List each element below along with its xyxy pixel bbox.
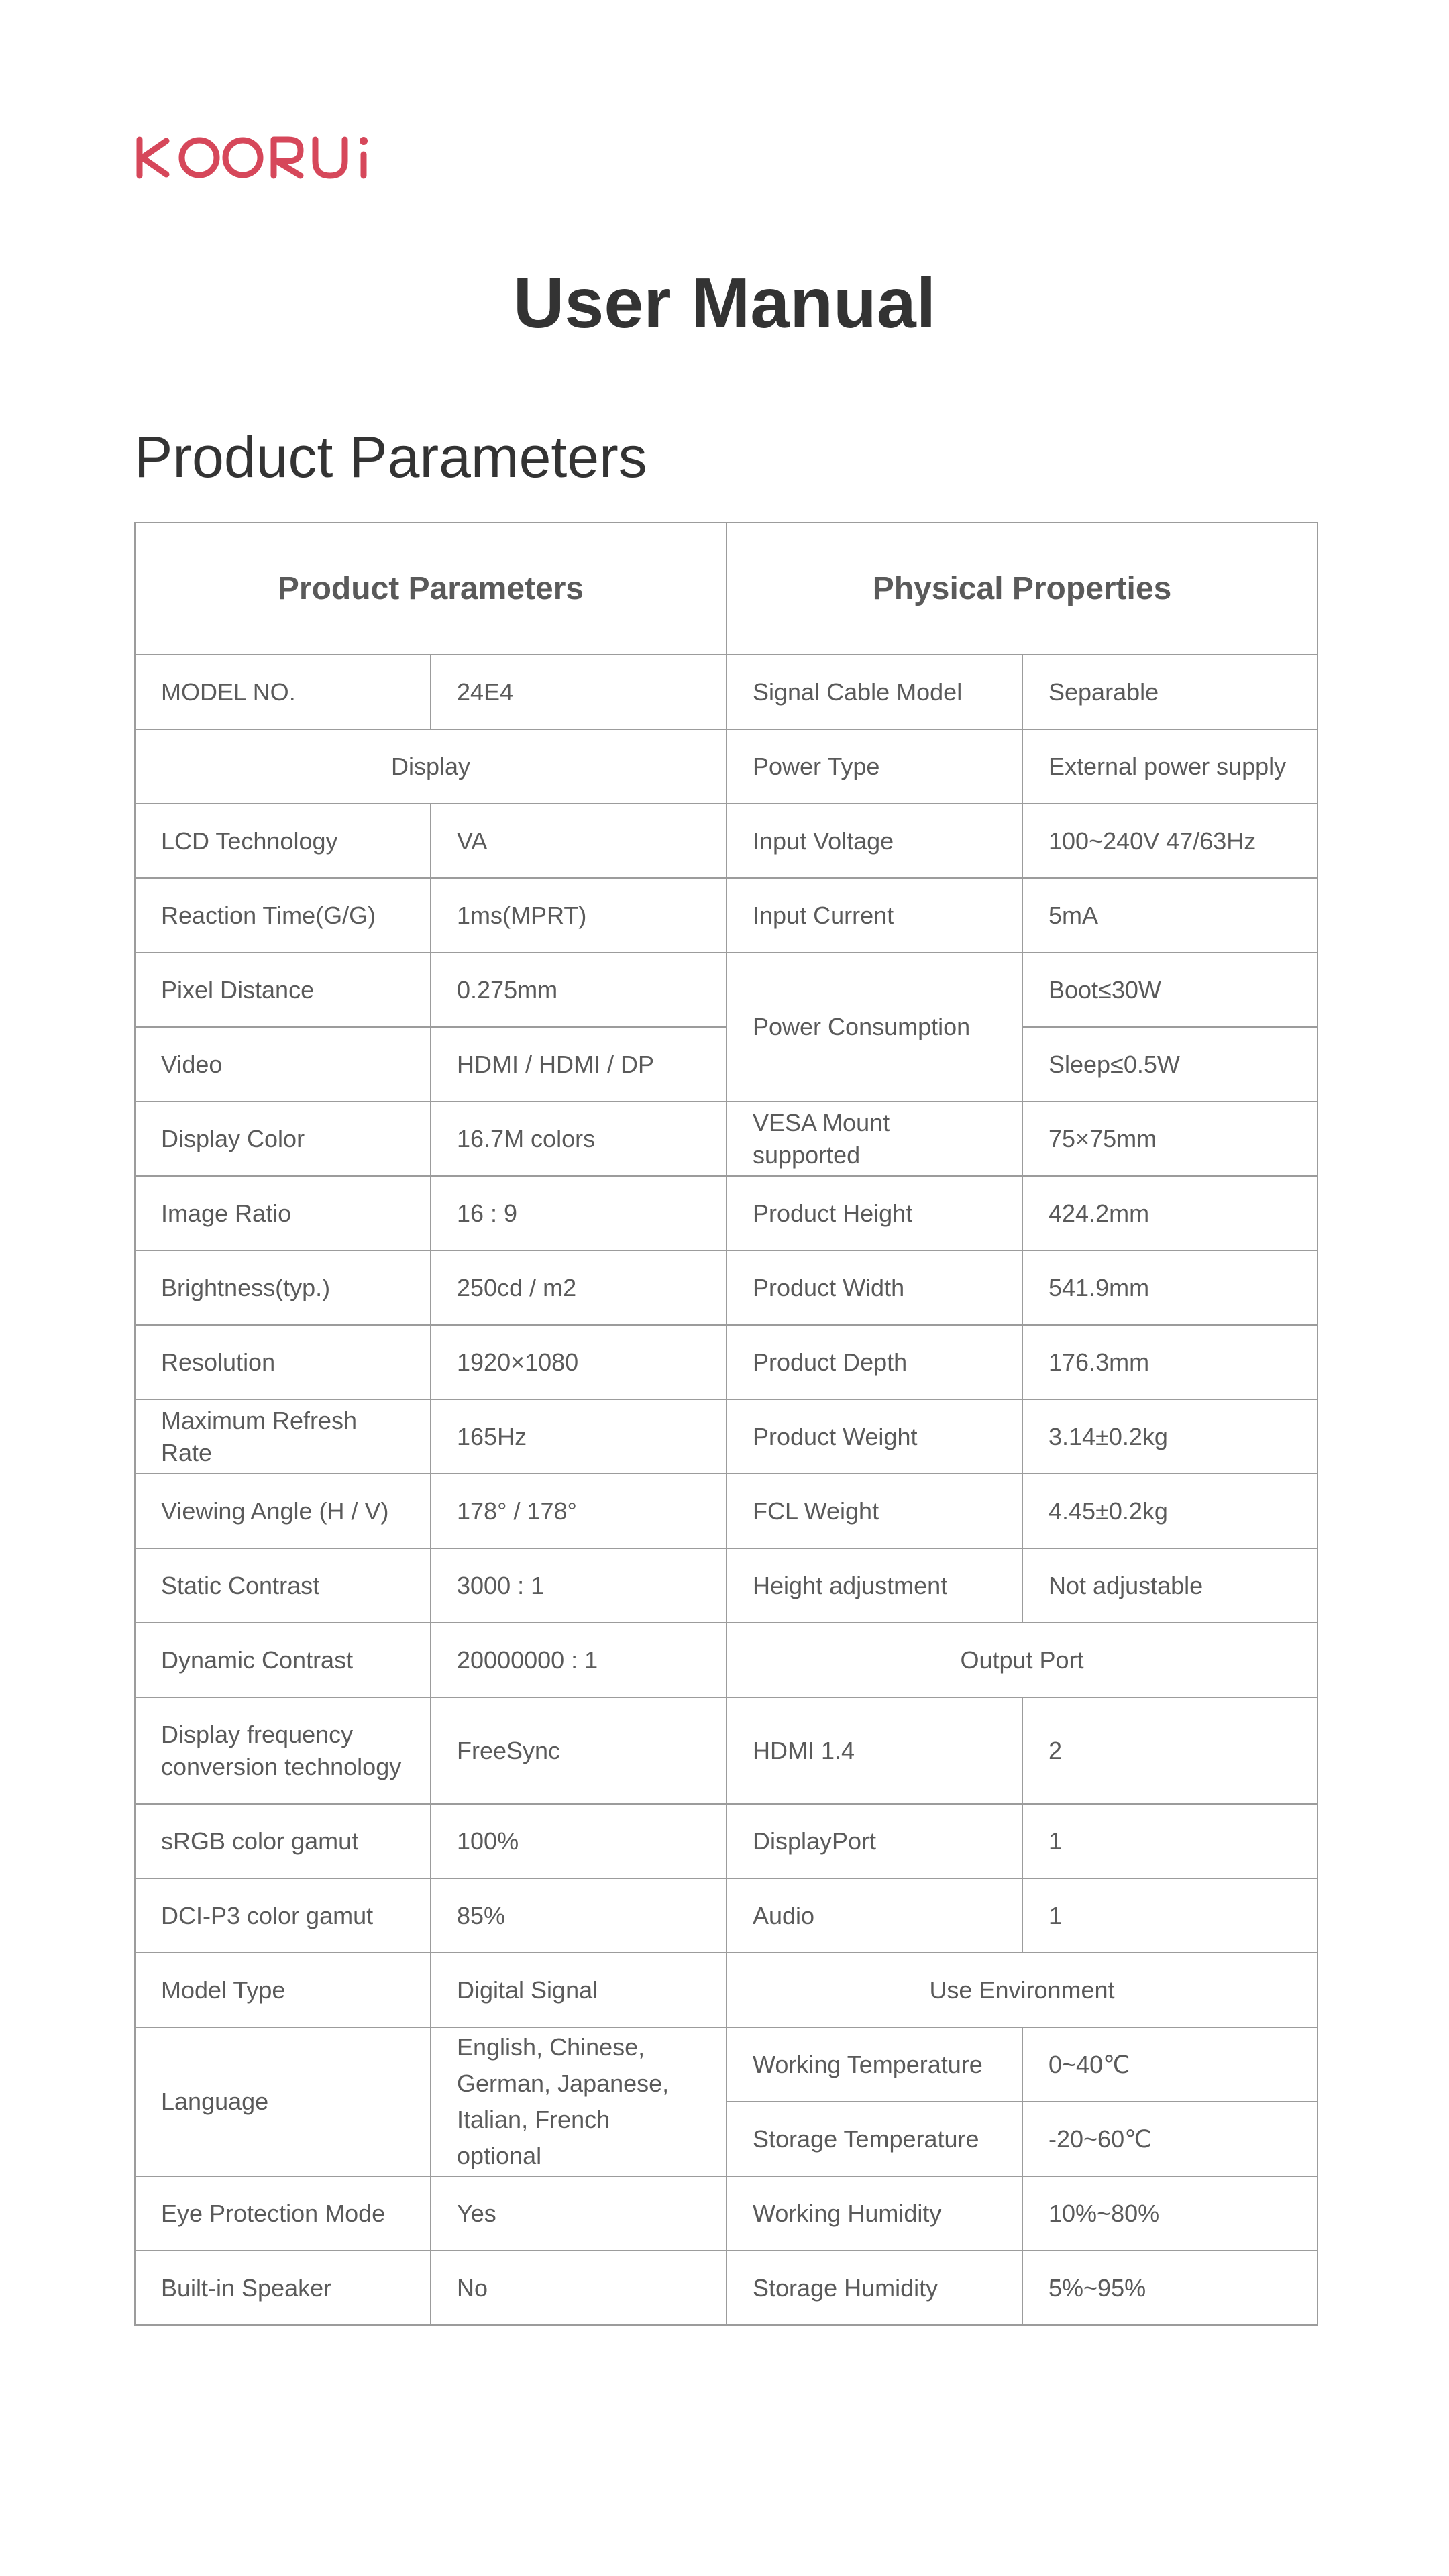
param-value: English, Chinese, German, Japanese, Italian, French optional (431, 2027, 727, 2176)
section-label-display: Display (135, 729, 727, 804)
property-value: 3.14±0.2kg (1022, 1399, 1318, 1474)
param-label: Reaction Time(G/G) (135, 878, 431, 953)
param-value: 85% (431, 1878, 727, 1953)
param-value: HDMI / HDMI / DP (431, 1027, 727, 1102)
param-label: Display Color (135, 1102, 431, 1176)
property-label: Product Height (727, 1176, 1022, 1250)
table-row (135, 655, 1318, 729)
property-label: Storage Temperature (727, 2102, 1022, 2176)
param-value: 24E4 (431, 655, 727, 729)
page-title: User Manual (513, 264, 936, 343)
param-label: Video (135, 1027, 431, 1102)
section-label-output-port: Output Port (727, 1623, 1318, 1697)
property-value: 424.2mm (1022, 1176, 1318, 1250)
table-row (135, 953, 1318, 1027)
table-row (135, 1623, 1318, 1697)
table-row (135, 1176, 1318, 1250)
property-label: Input Current (727, 878, 1022, 953)
property-value: 1 (1022, 1878, 1318, 1953)
table-row (135, 1325, 1318, 1399)
property-value: 5mA (1022, 878, 1318, 953)
table-row (135, 1474, 1318, 1548)
property-label: VESA Mount supported (727, 1102, 1022, 1176)
param-value: 178° / 178° (431, 1474, 727, 1548)
param-label: Static Contrast (135, 1548, 431, 1623)
property-label: Signal Cable Model (727, 655, 1022, 729)
param-label: DCI-P3 color gamut (135, 1878, 431, 1953)
property-value: 4.45±0.2kg (1022, 1474, 1318, 1548)
param-label: Language (135, 2027, 431, 2176)
param-label: Display frequency conversion technology (135, 1697, 431, 1804)
param-label: Image Ratio (135, 1176, 431, 1250)
param-label: Resolution (135, 1325, 431, 1399)
param-value: 16 : 9 (431, 1176, 727, 1250)
param-label: Viewing Angle (H / V) (135, 1474, 431, 1548)
property-value: -20~60℃ (1022, 2102, 1318, 2176)
table-row (135, 1804, 1318, 1878)
property-label: DisplayPort (727, 1804, 1022, 1878)
table-row (135, 1953, 1318, 2027)
param-value: 16.7M colors (431, 1102, 727, 1176)
table-row (135, 878, 1318, 953)
param-value: 165Hz (431, 1399, 727, 1474)
param-value: 250cd / m2 (431, 1250, 727, 1325)
property-value: 2 (1022, 1697, 1318, 1804)
table-row (135, 1027, 1318, 1102)
property-value: 176.3mm (1022, 1325, 1318, 1399)
param-label: Maximum Refresh Rate (135, 1399, 431, 1474)
property-label: Working Humidity (727, 2176, 1022, 2251)
param-value: Yes (431, 2176, 727, 2251)
param-label: Dynamic Contrast (135, 1623, 431, 1697)
property-value: Not adjustable (1022, 1548, 1318, 1623)
property-value: External power supply (1022, 729, 1318, 804)
param-value: Digital Signal (431, 1953, 727, 2027)
property-label: Product Depth (727, 1325, 1022, 1399)
property-label: FCL Weight (727, 1474, 1022, 1548)
table-row (135, 729, 1318, 804)
property-label: Power Type (727, 729, 1022, 804)
param-label: MODEL NO. (135, 655, 431, 729)
property-label: Storage Humidity (727, 2251, 1022, 2325)
table-row (135, 1250, 1318, 1325)
table-row (135, 2176, 1318, 2251)
property-label: HDMI 1.4 (727, 1697, 1022, 1804)
table-header-row (135, 523, 1318, 655)
param-value: No (431, 2251, 727, 2325)
param-value: 3000 : 1 (431, 1548, 727, 1623)
param-label: Brightness(typ.) (135, 1250, 431, 1325)
table-row (135, 804, 1318, 878)
property-value: 0~40℃ (1022, 2027, 1318, 2102)
table-row (135, 1102, 1318, 1176)
param-value: FreeSync (431, 1697, 727, 1804)
property-label: Working Temperature (727, 2027, 1022, 2102)
section-label-use-environment: Use Environment (727, 1953, 1318, 2027)
property-value: 541.9mm (1022, 1250, 1318, 1325)
property-label: Audio (727, 1878, 1022, 1953)
table-row (135, 1399, 1318, 1474)
header-product-parameters: Product Parameters (135, 523, 727, 655)
spec-table (134, 522, 1318, 2326)
property-value: Separable (1022, 655, 1318, 729)
property-value: 5%~95% (1022, 2251, 1318, 2325)
table-row (135, 1878, 1318, 1953)
param-label: Built-in Speaker (135, 2251, 431, 2325)
property-label: Product Width (727, 1250, 1022, 1325)
property-label: Product Weight (727, 1399, 1022, 1474)
property-value: Sleep≤0.5W (1022, 1027, 1318, 1102)
param-value: 1920×1080 (431, 1325, 727, 1399)
property-value: 100~240V 47/63Hz (1022, 804, 1318, 878)
param-label: Pixel Distance (135, 953, 431, 1027)
table-row (135, 2027, 1318, 2102)
param-label: sRGB color gamut (135, 1804, 431, 1878)
param-value: 1ms(MPRT) (431, 878, 727, 953)
param-label: Model Type (135, 1953, 431, 2027)
param-value: VA (431, 804, 727, 878)
param-value: 100% (431, 1804, 727, 1878)
section-title: Product Parameters (134, 425, 647, 490)
property-value: 75×75mm (1022, 1102, 1318, 1176)
property-label: Input Voltage (727, 804, 1022, 878)
param-value: 20000000 : 1 (431, 1623, 727, 1697)
param-label: LCD Technology (135, 804, 431, 878)
table-row (135, 1548, 1318, 1623)
param-label: Eye Protection Mode (135, 2176, 431, 2251)
table-row (135, 1697, 1318, 1804)
table-row (135, 2251, 1318, 2325)
property-label: Height adjustment (727, 1548, 1022, 1623)
brand-logo (134, 134, 379, 181)
header-physical-properties: Physical Properties (727, 523, 1318, 655)
property-value: 1 (1022, 1804, 1318, 1878)
property-value: Boot≤30W (1022, 953, 1318, 1027)
property-value: 10%~80% (1022, 2176, 1318, 2251)
property-label: Power Consumption (727, 953, 1022, 1102)
param-value: 0.275mm (431, 953, 727, 1027)
